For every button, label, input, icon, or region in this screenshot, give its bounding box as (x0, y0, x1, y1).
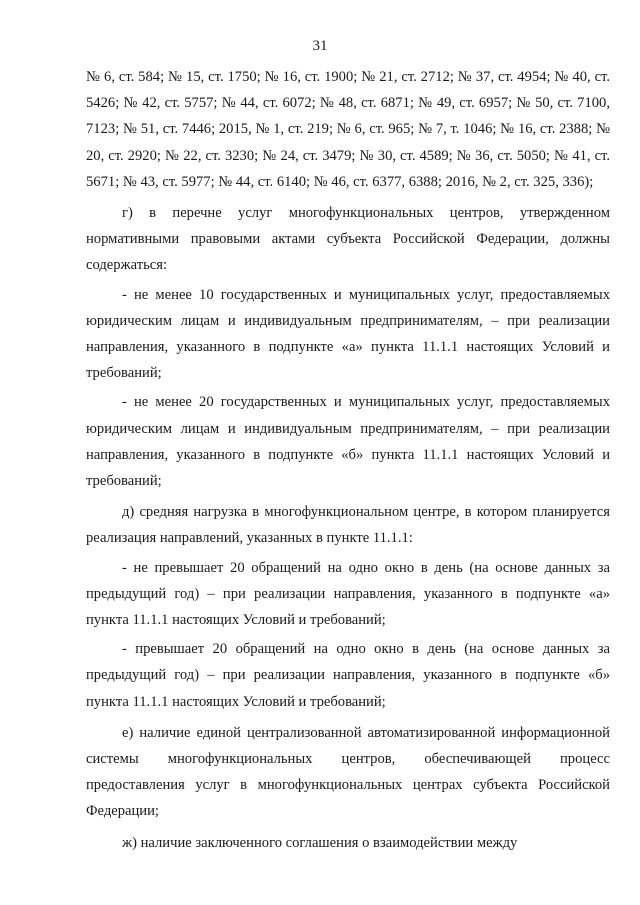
paragraph-d-bullet-2: - превышает 20 обращений на одно окно в день (на основе данных за предыдущий год) – при реализации направления, указанного в подпункте «б» пункта 11.1.1 настоящих Условий и требований; (86, 641, 610, 710)
paragraph-item-g: г) в перечне услуг многофункциональных центров, утвержденном нормативными правовыми актами субъекта Российской Федерации, должны содержаться: (86, 205, 610, 274)
paragraph-g-bullet-2: - не менее 20 государственных и муниципальных услуг, предоставляемых юридическим лицам и индивидуальным предпринимателям, – при реализации направления, указанного в подпункте «б» пункта 11.1.1 настоящих Условий и требований; (86, 394, 610, 490)
paragraph-g-bullet-1: - не менее 10 государственных и муниципальных услуг, предоставляемых юридическим лицам и индивидуальным предпринимателям, – при реализации направления, указанного в подпункте «а» пункта 11.1.1 настоящих Условий и требований; (86, 286, 610, 382)
paragraph-citations: № 6, ст. 584; № 15, ст. 1750; № 16, ст. 1900; № 21, ст. 2712; № 37, ст. 4954; № 40, ст. 5426; № 42, ст. 5757; № 44, ст. 6072; № 48, ст. 6871; № 49, ст. 6957; № 50, ст. 7100, 7123; № 51, ст. 7446; 2015, № 1, ст. 219; № 6, ст. 965; № 7, т. 1046; № 16, ст. 2388; № 20, ст. 2920; № 22, ст. 3230; № 24, ст. 3479; № 30, ст. 4589; № 36, ст. 5050; № 41, ст. 5671; № 43, ст. 5977; № 44, ст. 6140; № 46, ст. 6377, 6388; 2016, № 2, ст. 325, 336); (86, 69, 610, 190)
document-body (86, 64, 610, 859)
paragraph-item-e: е) наличие единой централизованной автоматизированной информационной системы многофункциональных центров, обеспечивающей процесс предоставления услуг в многофункциональных центрах субъекта Российской Федерации; (86, 724, 610, 820)
paragraph-d-bullet-1: - не превышает 20 обращений на одно окно в день (на основе данных за предыдущий год) – при реализации направления, указанного в подпункте «а» пункта 11.1.1 настоящих Условий и требований; (86, 559, 610, 629)
paragraph-item-d: д) средняя нагрузка в многофункциональном центре, в котором планируется реализация направлений, указанных в пункте 11.1.1: (86, 504, 610, 547)
paragraph-item-zh: ж) наличие заключенного соглашения о взаимодействии между (122, 834, 518, 851)
page-number: 31 (312, 38, 328, 54)
